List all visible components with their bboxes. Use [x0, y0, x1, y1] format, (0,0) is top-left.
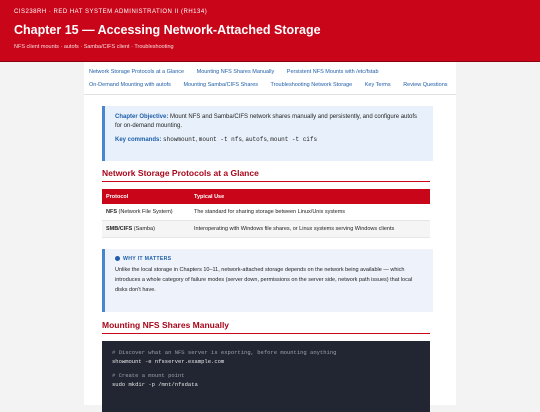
table-row [102, 204, 430, 221]
toc-link-autofs[interactable]: On-Demand Mounting with autofs [89, 82, 171, 88]
table-row [102, 221, 430, 238]
use-cell: Interoperating with Windows file shares, or Linux systems serving Windows clients [190, 221, 430, 238]
command-showmount: showmount [163, 136, 196, 143]
protocol-name: NFS [106, 209, 117, 215]
toc-link-samba[interactable]: Mounting Samba/CIFS Shares [183, 82, 259, 88]
command-mount-cifs: mount -t cifs [270, 136, 318, 143]
protocols-table [102, 189, 430, 238]
toc-link-mounting-nfs[interactable]: Mounting NFS Shares Manually [196, 69, 275, 75]
course-label: CIS238RH · RED HAT SYSTEM ADMINISTRATION II (RH134) [14, 9, 208, 15]
page-title: Chapter 15 — Accessing Network-Attached Storage [14, 23, 321, 37]
section-title-protocols: Network Storage Protocols at a Glance [102, 168, 259, 178]
table-header-row [102, 189, 430, 204]
why-it-matters-callout [102, 249, 433, 312]
objective-text: Mount NFS and Samba/CIFS network shares manually and persistently, and configure autofs for on-demand mounting. [115, 114, 418, 129]
toc-link-protocols[interactable]: Network Storage Protocols at a Glance [89, 69, 185, 75]
chapter-header [0, 0, 540, 61]
toc-link-troubleshooting[interactable]: Troubleshooting Network Storage [270, 82, 353, 88]
objective-box [102, 106, 433, 161]
protocol-name: SMB/CIFS [106, 226, 133, 232]
protocol-detail: (Samba) [132, 226, 155, 232]
toc-link-persistent-nfs[interactable]: Persistent NFS Mounts with /etc/fstab [286, 69, 379, 75]
use-cell: The standard for sharing storage between Linux/Unix systems [190, 204, 430, 221]
section-rule [102, 333, 430, 334]
callout-heading [115, 255, 423, 263]
column-header-protocol: Protocol [102, 189, 190, 204]
toc-divider [84, 94, 456, 95]
command-autofs: autofs [245, 136, 267, 143]
toc-row-1 [89, 69, 390, 75]
section-title-mounting-nfs: Mounting NFS Shares Manually [102, 320, 230, 330]
code-comment: # Create a mount point [112, 372, 185, 379]
toc-row-2 [89, 82, 459, 88]
command-separator: , [242, 137, 244, 143]
callout-title: WHY IT MATTERS [123, 256, 172, 262]
code-line: sudo mkdir -p /mnt/nfsdata [112, 381, 198, 388]
section-rule [102, 181, 430, 182]
command-separator: , [195, 137, 198, 143]
protocol-cell [102, 221, 190, 238]
info-dot-icon [115, 256, 120, 261]
command-mount-nfs: mount -t nfs [198, 136, 242, 143]
protocol-detail: (Network File System) [117, 209, 173, 215]
code-comment: # Discover what an NFS server is exporting, before mounting anything [112, 349, 337, 356]
toc-link-review[interactable]: Review Questions [403, 82, 448, 88]
key-commands-label: Key commands: [115, 137, 162, 143]
objective-label: Chapter Objective: [115, 114, 169, 120]
code-line: showmount -e nfsserver.example.com [112, 358, 225, 365]
chapter-subtitle: NFS client mounts · autofs · Samba/CIFS client · Troubleshooting [14, 44, 174, 50]
command-separator: , [266, 137, 269, 143]
content-page [84, 62, 456, 405]
column-header-use: Typical Use [190, 189, 430, 204]
callout-text: Unlike the local storage in Chapters 10–11, network-attached storage depends on the network being available — which introduces a whole category of failure modes (server down, permissions on the server side, network path issues) that local disks don't have. [115, 267, 413, 293]
protocol-cell [102, 204, 190, 221]
toc-link-key-terms[interactable]: Key Terms [364, 82, 391, 88]
code-block [102, 341, 430, 412]
